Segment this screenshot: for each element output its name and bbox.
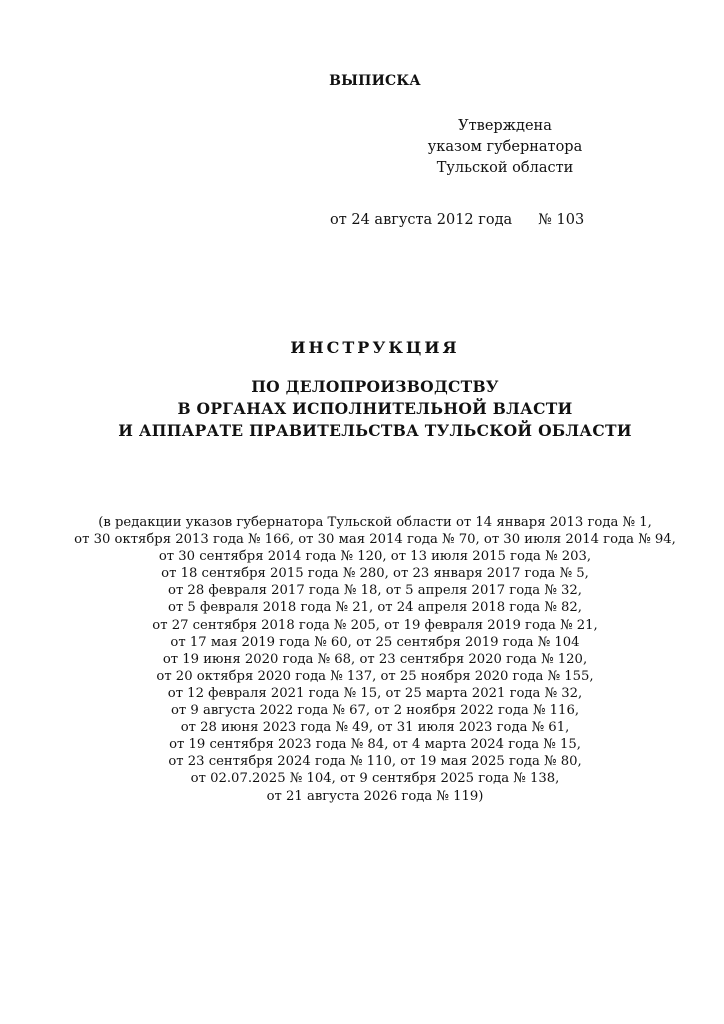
revision-line: от 27 сентября 2018 года № 205, от 19 февраля 2019 года № 21, — [152, 617, 598, 633]
document-title — [0, 376, 724, 442]
revision-line: от 9 августа 2022 года № 67, от 2 ноября 2022 года № 116, — [170, 703, 580, 719]
extract-header: ВЫПИСКА — [329, 73, 421, 89]
decree-date-number — [330, 212, 584, 228]
revision-line: от 28 февраля 2017 года № 18, от 5 апреля 2017 года № 32, — [168, 583, 582, 599]
approval-line: Тульской области — [436, 160, 574, 176]
approval-block — [420, 116, 590, 179]
revision-line: от 5 февраля 2018 года № 21, от 24 апреля 2018 года № 82, — [168, 600, 582, 616]
revision-line: от 19 сентября 2023 года № 84, от 4 марта 2024 года № 15, — [169, 737, 581, 753]
document-title-line: В ОРГАНАХ ИСПОЛНИТЕЛЬНОЙ ВЛАСТИ — [177, 399, 573, 418]
revision-line: от 12 февраля 2021 года № 15, от 25 марта 2021 года № 32, — [167, 685, 583, 701]
revision-line: от 17 мая 2019 года № 60, от 25 сентября 2019 года № 104 — [170, 634, 580, 650]
revision-line: от 21 августа 2026 года № 119) — [266, 788, 484, 804]
approval-line: указом губернатора — [427, 139, 583, 155]
decree-number: № 103 — [538, 212, 585, 228]
revision-line: от 30 сентября 2014 года № 120, от 13 июля 2015 года № 203, — [158, 549, 592, 565]
revision-line: от 02.07.2025 № 104, от 9 сентября 2025 года № 138, — [190, 771, 560, 787]
document-type: ИНСТРУКЦИЯ — [290, 338, 460, 357]
document-title-line: ПО ДЕЛОПРОИЗВОДСТВУ — [251, 377, 499, 396]
revisions-block — [0, 514, 724, 805]
revision-line: от 30 октября 2013 года № 166, от 30 мая 2014 года № 70, от 30 июля 2014 года № 94, — [74, 532, 676, 548]
decree-date: от 24 августа 2012 года — [330, 212, 513, 228]
revision-line: от 20 октября 2020 года № 137, от 25 ноября 2020 года № 155, — [156, 668, 594, 684]
revision-line: от 18 сентября 2015 года № 280, от 23 января 2017 года № 5, — [161, 566, 589, 582]
revision-line: (в редакции указов губернатора Тульской области от 14 января 2013 года № 1, — [98, 515, 652, 530]
revision-line: от 23 сентября 2024 года № 110, от 19 мая 2025 года № 80, — [168, 754, 582, 770]
approval-line: Утверждена — [458, 118, 552, 134]
revision-line: от 28 июня 2023 года № 49, от 31 июля 2023 года № 61, — [180, 720, 570, 736]
revision-line: от 19 июня 2020 года № 68, от 23 сентября 2020 года № 120, — [162, 651, 588, 667]
document-title-line: И АППАРАТЕ ПРАВИТЕЛЬСТВА ТУЛЬСКОЙ ОБЛАСТИ — [118, 421, 632, 440]
